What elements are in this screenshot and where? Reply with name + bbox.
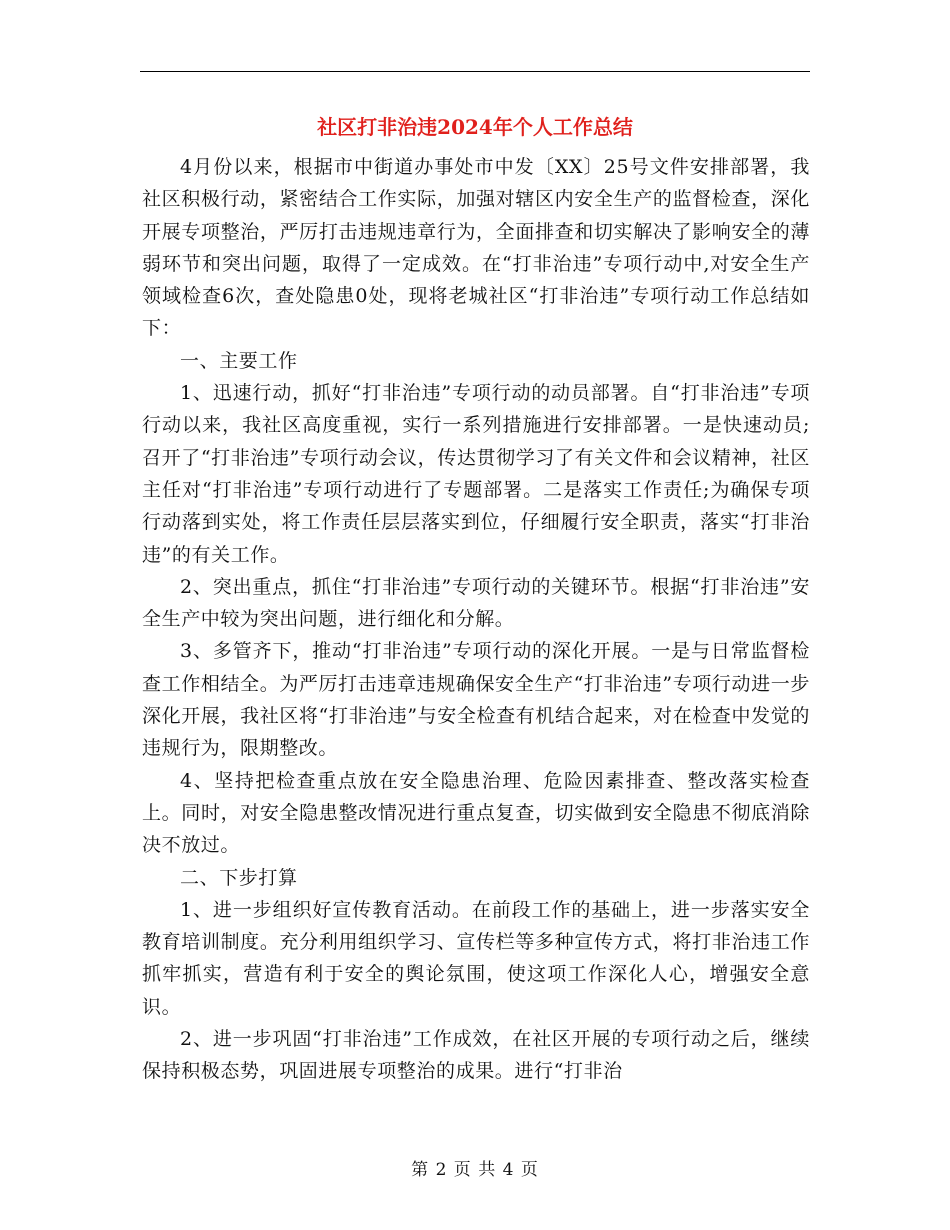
work-item-1-paragraph: 1、迅速行动，抓好“打非治违”专项行动的动员部署。自“打非治违”专项行动以来，我社区高度重视，实行一系列措施进行安排部署。一是快速动员;召开了“打非治违”专项行动会议，传达贯彻学习了有关文件和会议精神，社区主任对“打非治违”专项行动进行了专题部署。二是落实工作责任;为确保专项行动落到实处，将工作责任层层落实到位，仔细履行安全职责，落实“打非治违”的有关工作。 bbox=[142, 382, 810, 566]
intro-paragraph: 4月份以来，根据市中街道办事处市中发〔XX〕25号文件安排部署，我社区积极行动，紧密结合工作实际，加强对辖区内安全生产的监督检查，深化开展专项整治，严厉打击违规违章行为，全面排查和切实解决了影响安全的薄弱环节和突出问题，取得了一定成效。在“打非治违”专项行动中,对安全生产领域检查6次，查处隐患0处，现将老城社区“打非治违”专项行动工作总结如下： bbox=[142, 156, 810, 340]
section-heading-next-steps: 二、下步打算 bbox=[180, 866, 298, 889]
work-item-4-paragraph: 4、坚持把检查重点放在安全隐患治理、危险因素排查、整改落实检查上。同时，对安全隐患整改情况进行重点复查，切实做到安全隐患不彻底消除决不放过。 bbox=[142, 769, 810, 857]
plan-item-1-paragraph: 1、进一步组织好宣传教育活动。在前段工作的基础上，进一步落实安全教育培训制度。充分利用组织学习、宣传栏等多种宣传方式，将打非治违工作抓牢抓实，营造有利于安全的舆论氛围，使这项工作深化人心，增强安全意识。 bbox=[142, 898, 810, 1018]
page-number-footer bbox=[0, 1155, 950, 1180]
document-title: 社区打非治违2024年个人工作总结 bbox=[317, 115, 633, 139]
work-item-3-paragraph: 3、多管齐下，推动“打非治违”专项行动的深化开展。一是与日常监督检查工作相结全。为严厉打击违章违规确保安全生产“打非治违”专项行动进一步深化开展，我社区将“打非治违”与安全检查有机结合起来，对在检查中发觉的违规行为，限期整改。 bbox=[142, 640, 810, 760]
work-item-2-paragraph: 2、突出重点，抓住“打非治违”专项行动的关键环节。根据“打非治违”安全生产中较为突出问题，进行细化和分解。 bbox=[142, 575, 810, 631]
page-number-label: 第 2 页 共 4 页 bbox=[411, 1160, 539, 1180]
section-heading-main-work: 一、主要工作 bbox=[180, 349, 298, 372]
document-body bbox=[142, 151, 810, 1088]
plan-item-2-paragraph: 2、进一步巩固“打非治违”工作成效，在社区开展的专项行动之后，继续保持积极态势，巩固进展专项整治的成果。进行“打非治 bbox=[142, 1028, 810, 1083]
header-rule bbox=[140, 71, 810, 72]
